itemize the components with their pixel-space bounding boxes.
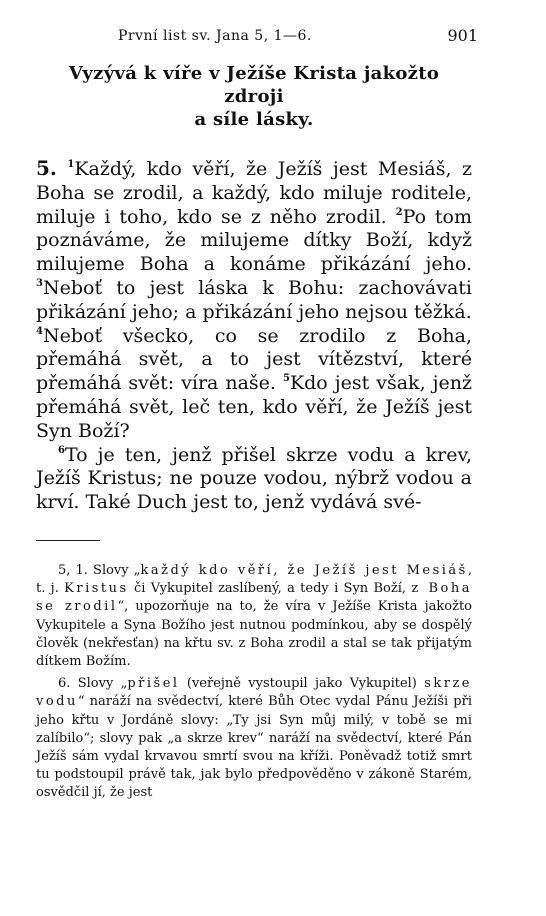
verse-text: To je ten, jenž přišel skrze vodu a krev, Ježíš Kristus; ne pouze vodou, nýbrž vodou a krví. Také Duch jest to, jenž vydává své- xyxy=(36,443,472,514)
footnote-ref: 6. xyxy=(58,676,71,692)
verse-number: 3 xyxy=(36,277,43,289)
footnote-text: Slovy „ xyxy=(77,676,128,692)
verse-number: 1 xyxy=(67,159,75,170)
chapter-number: 5. xyxy=(36,156,57,180)
footnote-text: , t. j. xyxy=(36,562,472,597)
verse-number: 6 xyxy=(58,444,65,456)
footnote-spaced-text: z Boha se zrodil xyxy=(36,581,472,615)
verse-number: 2 xyxy=(395,206,403,218)
footnotes xyxy=(36,562,472,803)
running-title: První list sv. Jana 5, 1—6. xyxy=(118,28,312,44)
verse-number: 4 xyxy=(36,325,43,337)
verse-text: Každý, kdo věří, že Ježíš jest Mesiáš, z Boha se zrodil, a každý, kdo miluje roditele, miluje i toho, kdo se z něho zrodil. xyxy=(36,158,473,228)
running-head xyxy=(36,26,478,50)
verse-text: Po tom poznáváme, že milujeme dítky Boží, když milujeme Boha a konáme přikázání jeho. xyxy=(36,205,472,276)
footnote-spaced-text: přišel xyxy=(127,676,180,692)
section-heading xyxy=(36,62,472,131)
footnote-text: (veřejně vystoupil jako Vykupitel) xyxy=(179,676,425,692)
footnote-spaced-text: Kristus xyxy=(64,581,129,597)
footnote-spaced-text: každý kdo věří, že Ježíš jest Mesiáš xyxy=(140,562,468,578)
section-heading-line-2: a síle lásky. xyxy=(194,109,314,130)
verse-number: 5 xyxy=(282,373,290,385)
scripture-text xyxy=(36,157,472,515)
verse-text: Neboť všecko, co se zrodilo z Boha, přemáhá svět, a to jest vítězství, které přemáhá svět: víra naše. xyxy=(36,324,472,395)
section-heading-line-1: Vyzývá k víře v Ježíše Krista jakožto zdroji xyxy=(68,63,440,107)
verse-text: Neboť to jest láska k Bohu: zachovávati přikázání jeho; a přikázání jeho nejsou těžká. xyxy=(36,276,472,323)
verse-paragraph-1 xyxy=(36,157,472,444)
footnote-text: či Vykupitel zaslíbený, a tedy i Syn Boží, xyxy=(128,581,412,597)
footnote-spaced-text: skrze vodu xyxy=(36,676,472,710)
footnote xyxy=(36,675,472,802)
footnote xyxy=(36,562,472,671)
book-page xyxy=(36,26,478,807)
footnote-text: “, upozorňuje na to, že víra v Ježíše Krista jakožto Vykupitele a Syna Božího jest nutnou podmínkou, aby se dospělý člověk (nekřesťan) na křtu sv. z Boha zrodil a stal se tak přijatým dítkem Božím. xyxy=(36,599,472,669)
verse-text: Kdo jest však, jenž přemáhá svět, leč ten, kdo věří, že Ježíš jest Syn Boží? xyxy=(36,372,472,442)
footnote-divider xyxy=(36,540,100,541)
footnote-text: Slovy „ xyxy=(93,562,141,578)
footnote-text: “ naráží na svědectví, které Bůh Otec vydal Pánu Ježíši při jeho křtu v Jordáně slovy: „Ty jsi Syn můj milý, v tobě se mi zalíbilo“; slovy pak „a skrze krev“ naráží na svědectví, které Pán Ježíš sám vydal krvavou smrtí svou na kříži. Poněvadž totiž smrt tu podstoupil právě tak, jak bylo předpověděno v zákoně Starém, osvědčil jí, že jest xyxy=(36,694,472,801)
verse-paragraph-2 xyxy=(36,444,472,515)
page-number: 901 xyxy=(447,26,478,45)
footnote-ref: 5, 1. xyxy=(58,562,88,578)
